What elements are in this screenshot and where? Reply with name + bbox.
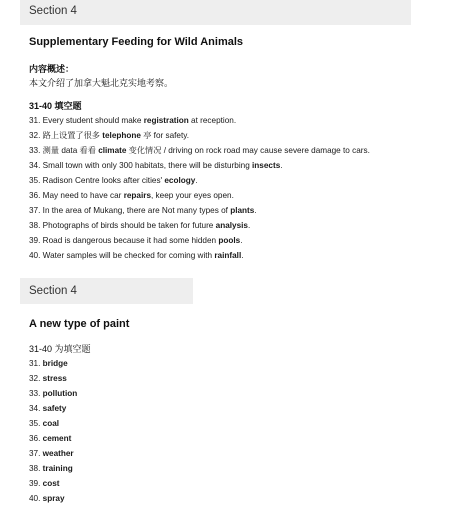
questions-heading-2: 31-40 为填空题: [29, 344, 91, 354]
question-text: , keep your eyes open.: [151, 191, 234, 200]
question-number: 38.: [29, 221, 41, 230]
question-number: 40.: [29, 251, 41, 260]
answer-word: telephone: [102, 131, 141, 140]
answer-word: climate: [98, 146, 127, 155]
question-number: 31.: [29, 116, 41, 125]
answer-word: stress: [42, 374, 67, 383]
section-label: Section 4: [29, 5, 77, 17]
list-item: [29, 113, 370, 128]
answer-list-2: [29, 356, 77, 506]
question-text: In the area of Mukang, there are Not many types of: [42, 206, 231, 215]
answer-word: spray: [42, 494, 65, 503]
question-text: Small town with only 300 habitats, there will be disturbing: [42, 161, 253, 170]
answer-word: plants: [230, 206, 255, 215]
section-title-2: A new type of paint: [29, 318, 130, 330]
question-text: Photographs of birds should be taken for future: [42, 221, 216, 230]
question-text: 变化情况 / driving on rock road may cause severe damage to cars.: [126, 146, 370, 155]
question-text: .: [240, 236, 243, 245]
question-number: 33.: [29, 146, 41, 155]
question-number: 34.: [29, 404, 41, 413]
answer-word: insects: [252, 161, 281, 170]
list-item: [29, 476, 77, 491]
list-item: [29, 431, 77, 446]
question-text: Water samples will be checked for coming with: [42, 251, 215, 260]
question-text: .: [280, 161, 283, 170]
list-item: [29, 356, 77, 371]
question-number: 32.: [29, 374, 41, 383]
overview-heading: 内容概述：: [29, 64, 75, 74]
overview-text: 本文介绍了加拿大魁北克实地考察。: [29, 78, 174, 88]
list-item: [29, 173, 370, 188]
list-item: [29, 158, 370, 173]
answer-word: safety: [42, 404, 67, 413]
question-number: 39.: [29, 236, 41, 245]
answer-word: rainfall: [214, 251, 242, 260]
question-number: 31.: [29, 359, 41, 368]
list-item: [29, 371, 77, 386]
question-number: 38.: [29, 464, 41, 473]
list-item: [29, 386, 77, 401]
section-label: Section 4: [29, 285, 77, 297]
answer-word: pools: [218, 236, 241, 245]
answer-word: training: [42, 464, 73, 473]
question-number: 39.: [29, 479, 41, 488]
question-text: .: [241, 251, 244, 260]
answer-word: coal: [42, 419, 60, 428]
question-number: 35.: [29, 419, 41, 428]
answer-word: cost: [42, 479, 60, 488]
answer-word: bridge: [42, 359, 68, 368]
question-text: .: [247, 221, 251, 230]
list-item: [29, 461, 77, 476]
list-item: [29, 446, 77, 461]
answer-word: cement: [42, 434, 72, 443]
question-text: .: [254, 206, 257, 215]
list-item: [29, 128, 370, 143]
list-item: [29, 218, 370, 233]
list-item: [29, 401, 77, 416]
question-text: Every student should make: [42, 116, 144, 125]
list-item: [29, 143, 370, 158]
answer-word: repairs: [123, 191, 151, 200]
question-number: 32.: [29, 131, 41, 140]
list-item: [29, 203, 370, 218]
question-text: 测量 data 看看: [42, 146, 99, 155]
question-text: Radison Centre looks after cities': [42, 176, 165, 185]
question-text: May need to have car: [42, 191, 124, 200]
answer-list-1: [29, 113, 370, 263]
questions-heading-1: 31-40 填空题: [29, 101, 82, 111]
question-number: 33.: [29, 389, 41, 398]
question-text: 亭 for safety.: [140, 131, 190, 140]
answer-word: analysis: [215, 221, 248, 230]
question-number: 36.: [29, 434, 41, 443]
section-header-1: [20, 0, 411, 25]
question-number: 34.: [29, 161, 41, 170]
question-number: 36.: [29, 191, 41, 200]
question-number: 37.: [29, 449, 41, 458]
answer-word: weather: [42, 449, 74, 458]
question-number: 35.: [29, 176, 41, 185]
section-title-1: Supplementary Feeding for Wild Animals: [29, 36, 244, 48]
section-header-2: [20, 278, 193, 304]
list-item: [29, 248, 370, 263]
question-text: 路上设置了很多: [42, 131, 103, 140]
list-item: [29, 233, 370, 248]
answer-word: registration: [143, 116, 189, 125]
list-item: [29, 491, 77, 506]
list-item: [29, 416, 77, 431]
question-text: Road is dangerous because it had some hidden: [42, 236, 219, 245]
question-number: 37.: [29, 206, 41, 215]
answer-word: pollution: [42, 389, 78, 398]
question-text: .: [195, 176, 198, 185]
question-text: at reception.: [188, 116, 237, 125]
list-item: [29, 188, 370, 203]
answer-word: ecology: [164, 176, 196, 185]
question-number: 40.: [29, 494, 41, 503]
